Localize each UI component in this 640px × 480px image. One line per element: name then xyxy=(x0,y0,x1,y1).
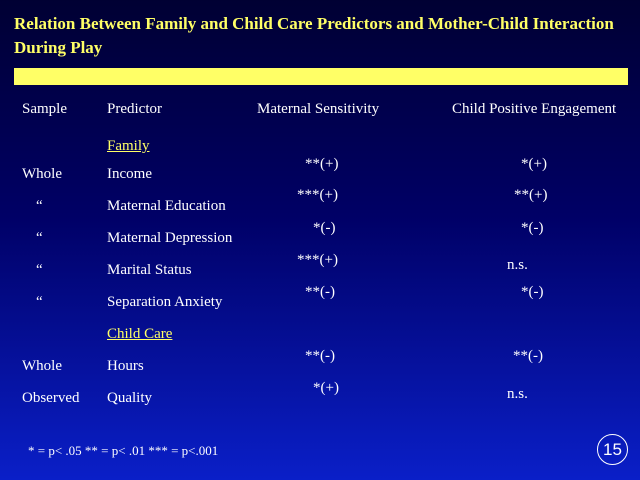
row-child-value: n.s. xyxy=(507,257,528,273)
row-predictor: Maternal Education xyxy=(107,198,226,214)
row-child-value: *(-) xyxy=(521,284,544,300)
page-number-badge: 15 xyxy=(597,434,628,465)
significance-footnote: * = p< .05 ** = p< .01 *** = p<.001 xyxy=(28,443,219,458)
section-label-family: Family xyxy=(107,138,150,154)
row-maternal-value: *(+) xyxy=(313,380,339,396)
row-sample: “ xyxy=(36,198,43,214)
row-predictor: Maternal Depression xyxy=(107,230,233,246)
row-child-value: **(-) xyxy=(513,348,543,364)
row-maternal-value: **(-) xyxy=(305,284,335,300)
slide-title: Relation Between Family and Child Care Predictors and Mother-Child Interaction During Play xyxy=(14,14,614,57)
row-maternal-value: **(-) xyxy=(305,348,335,364)
row-child-value: *(-) xyxy=(521,220,544,236)
row-maternal-value: ***(+) xyxy=(297,252,338,268)
row-sample: Observed xyxy=(22,390,80,406)
row-predictor: Hours xyxy=(107,358,144,374)
row-child-value: n.s. xyxy=(507,386,528,402)
row-maternal-value: ***(+) xyxy=(297,187,338,203)
header-maternal-sensitivity: Maternal Sensitivity xyxy=(257,101,380,117)
header-child-positive-engagement: Child Positive Engagement xyxy=(452,101,617,117)
header-sample: Sample xyxy=(22,101,67,117)
row-sample: “ xyxy=(36,262,43,278)
row-predictor: Separation Anxiety xyxy=(107,294,223,310)
row-child-value: **(+) xyxy=(514,187,548,203)
row-sample: “ xyxy=(36,230,43,246)
row-sample: “ xyxy=(36,294,43,310)
row-maternal-value: *(-) xyxy=(313,220,336,236)
header-predictor: Predictor xyxy=(107,101,162,117)
row-maternal-value: **(+) xyxy=(305,156,339,172)
row-child-value: *(+) xyxy=(521,156,547,172)
row-predictor: Income xyxy=(107,166,152,182)
row-sample: Whole xyxy=(22,358,62,374)
row-sample: Whole xyxy=(22,166,62,182)
section-label-child-care: Child Care xyxy=(107,326,173,342)
row-predictor: Quality xyxy=(107,390,152,406)
row-predictor: Marital Status xyxy=(107,262,192,278)
title-rule-bar xyxy=(14,68,628,85)
